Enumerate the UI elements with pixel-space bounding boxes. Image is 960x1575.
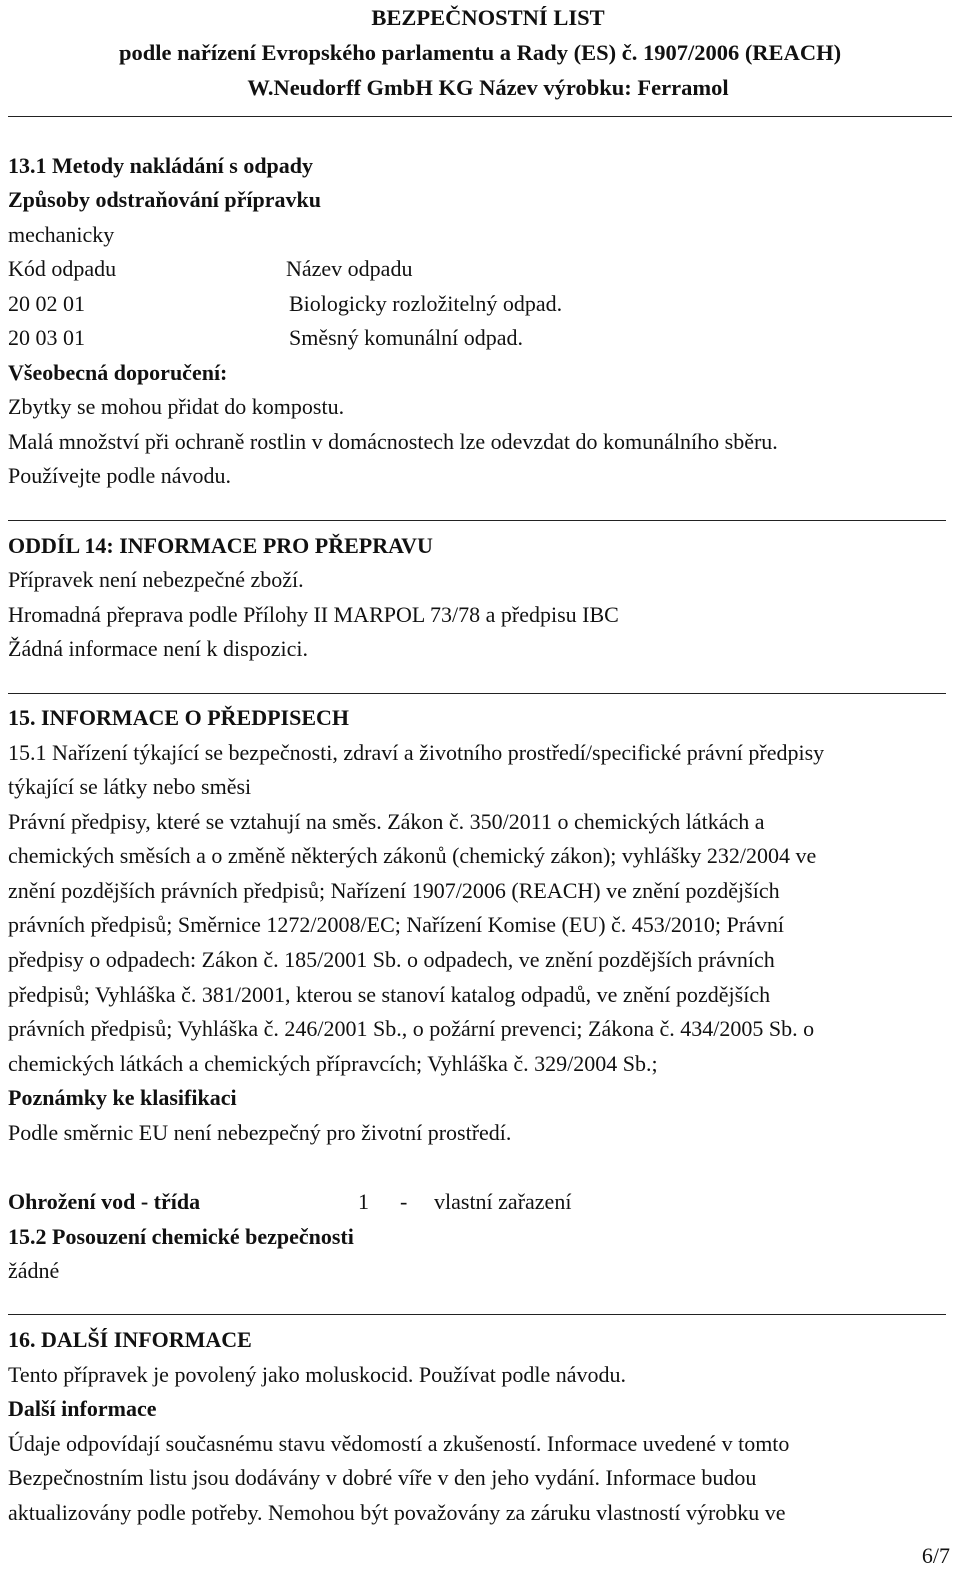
section-14-heading: ODDÍL 14: INFORMACE PRO PŘEPRAVU [8, 533, 433, 558]
page-number: 6/7 [921, 1543, 950, 1568]
text-line: chemických látkách a chemických přípravcích; Vyhláška č. 329/2004 Sb.; [8, 1051, 658, 1076]
general-recommendations-heading: Všeobecná doporučení: [8, 360, 228, 385]
waste-name: Biologicky rozložitelný odpad. [289, 291, 563, 316]
text-line: Malá množství při ochraně rostlin v domácnostech lze odevzdat do komunálního sběru. [8, 429, 778, 454]
waste-row [8, 321, 948, 355]
text-line: Hromadná přeprava podle Přílohy II MARPOL 73/78 a předpisu IBC [8, 602, 619, 627]
disposal-methods-heading: Způsoby odstraňování přípravku [8, 187, 321, 212]
text-line: týkající se látky nebo směsi [8, 774, 252, 799]
section-divider [8, 520, 946, 521]
text-line: Údaje odpovídají současnému stavu vědomostí a zkušeností. Informace uvedené v tomto [8, 1431, 790, 1456]
waste-table-header [8, 252, 948, 286]
section-divider [8, 693, 946, 694]
text-line: právních předpisů; Směrnice 1272/2008/EC; Nařízení Komise (EU) č. 453/2010; Právní [8, 912, 784, 937]
text-line: předpisy o odpadech: Zákon č. 185/2001 Sb. o odpadech, ve znění pozdějších právních [8, 947, 775, 972]
text-line: Žádná informace není k dispozici. [8, 636, 308, 661]
text-line: Právní předpisy, které se vztahují na směs. Zákon č. 350/2011 o chemických látkách a [8, 809, 765, 834]
document-title: BEZPEČNOSTNÍ LIST [371, 5, 605, 30]
header-rule [8, 116, 952, 117]
document-header [0, 0, 960, 105]
further-info-heading: Další informace [8, 1396, 157, 1421]
section-15-heading: 15. INFORMACE O PŘEDPISECH [8, 705, 350, 730]
water-hazard-row [8, 1185, 948, 1219]
chemical-safety-heading: 15.2 Posouzení chemické bezpečnosti [8, 1224, 354, 1249]
classification-notes-text: Podle směrnic EU není nebezpečný pro životní prostředí. [8, 1120, 512, 1145]
company-product-line: W.Neudorff GmbH KG Název výrobku: Ferramol [247, 75, 729, 100]
regulation-line: podle nařízení Evropského parlamentu a Rady (ES) č. 1907/2006 (REACH) [118, 40, 842, 65]
text-line: předpisů; Vyhláška č. 381/2001, kterou se stanoví katalog odpadů, ve znění pozdějších [8, 982, 771, 1007]
text-line: chemických směsích a o změně některých zákonů (chemický zákon); vyhlášky 232/2004 ve [8, 843, 817, 868]
water-hazard-label: Ohrožení vod - třída [8, 1189, 201, 1214]
text-line: právních předpisů; Vyhláška č. 246/2001 Sb., o požární prevenci; Zákona č. 434/2005 Sb. o [8, 1016, 815, 1041]
water-hazard-description: vlastní zařazení [434, 1189, 572, 1214]
text-line: znění pozdějších právních předpisů; Nařízení 1907/2006 (REACH) ve znění pozdějších [8, 878, 780, 903]
waste-name: Směsný komunální odpad. [289, 325, 524, 350]
waste-row [8, 287, 948, 321]
text-line: Používejte podle návodu. [8, 463, 232, 488]
text-line: aktualizovány podle potřeby. Nemohou být považovány za záruku vlastností výrobku ve [8, 1500, 786, 1525]
section-16-heading: 16. DALŠÍ INFORMACE [8, 1327, 252, 1352]
text-line: Zbytky se mohou přidat do kompostu. [8, 394, 345, 419]
water-hazard-dash: - [400, 1189, 408, 1214]
text-line: 15.1 Nařízení týkající se bezpečnosti, zdraví a životního prostředí/specifické právní předpisy [8, 740, 825, 765]
text-line: Tento přípravek je povolený jako moluskocid. Používat podle návodu. [8, 1362, 626, 1387]
waste-name-header: Název odpadu [286, 256, 413, 281]
chemical-safety-text: žádné [8, 1258, 60, 1283]
text-line: Bezpečnostním listu jsou dodávány v dobré víře v den jeho vydání. Informace budou [8, 1465, 757, 1490]
section-13-heading: 13.1 Metody nakládání s odpady [8, 153, 314, 178]
classification-notes-heading: Poznámky ke klasifikaci [8, 1085, 237, 1110]
disposal-method: mechanicky [8, 222, 115, 247]
water-hazard-class: 1 [358, 1189, 369, 1214]
text-line: Přípravek není nebezpečné zboží. [8, 567, 304, 592]
waste-code: 20 03 01 [8, 325, 85, 350]
section-divider [8, 1314, 946, 1315]
waste-code: 20 02 01 [8, 291, 85, 316]
waste-code-header: Kód odpadu [8, 256, 117, 281]
